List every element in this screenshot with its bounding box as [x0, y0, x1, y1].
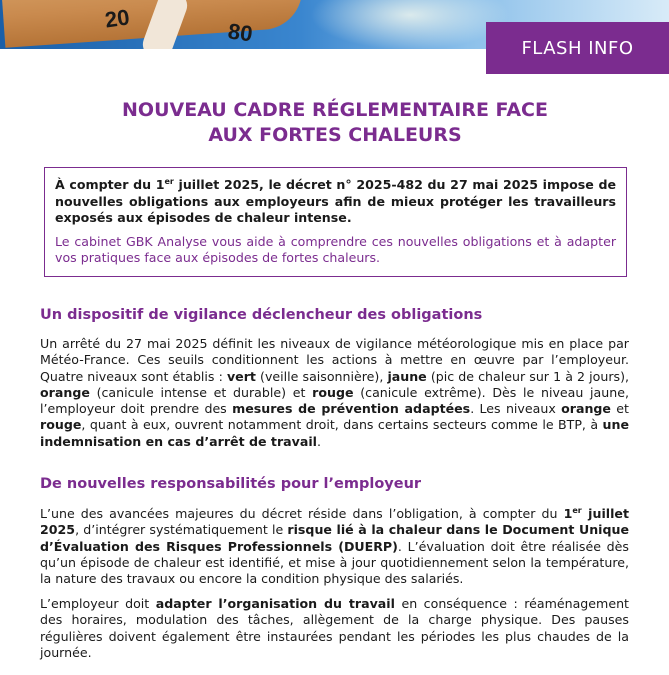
s1-bold-jaune: jaune: [387, 368, 427, 384]
s1-text-5: (canicule extrême). Dès le niveau jaune, l’employeur doit prendre des: [40, 384, 629, 417]
page-title: [60, 98, 610, 148]
intro-lead: [55, 177, 616, 227]
s1-text-3: (pic de chaleur sur 1 à 2 jours),: [426, 368, 629, 384]
page-title-line-1: NOUVEAU CADRE RÉGLEMENTAIRE FACE: [122, 99, 548, 121]
sun-glow: [310, 0, 510, 49]
thermometer-number-80: 80: [226, 18, 255, 47]
intro-sub: Le cabinet GBK Analyse vous aide à comprendre ces nouvelles obligations et à adapter vos pratiques face aux épisodes de fortes chaleurs.: [55, 233, 616, 265]
flash-info-label: FLASH INFO: [521, 37, 634, 59]
intro-lead-end: juillet 2025, le décret n° 2025-482 du 27 mai 2025 impose de nouvelles obligations aux employeurs afin de mieux protéger les travailleurs exposés aux épisodes de chaleur intense.: [55, 177, 617, 225]
s1-text-6: . Les niveaux: [470, 401, 562, 417]
s2-p1-bold-1b: juillet 2025: [40, 506, 629, 538]
s1-bold-orange-2: orange: [561, 401, 611, 417]
s1-bold-orange: orange: [40, 384, 90, 400]
s2-p2-text-1: L’employeur doit: [40, 596, 156, 611]
s2-p1-text-1: L’une des avancées majeures du décret réside dans l’obligation, à compter du: [40, 506, 564, 521]
s1-bold-vert: vert: [226, 368, 256, 384]
intro-lead-start: À compter du 1: [55, 177, 165, 192]
s1-text-2: (veille saisonnière),: [255, 368, 388, 384]
s1-bold-indemnisation: une indemnisation en cas d’arrêt de travail: [40, 417, 629, 449]
s1-text-9: .: [317, 433, 322, 449]
s1-bold-rouge-2: rouge: [40, 417, 82, 433]
s1-text-8: , quant à eux, ouvrent notamment droit, dans certains secteurs comme le BTP, à: [81, 417, 603, 433]
s1-bold-rouge: rouge: [312, 384, 354, 400]
intro-lead-sup: er: [164, 176, 174, 186]
s1-text-7: et: [610, 401, 629, 417]
s1-text-4: (canicule intense et durable) et: [89, 384, 313, 400]
s2-p1-sup: er: [572, 505, 582, 515]
s2-p1-text-2: , d’intégrer systématiquement le: [75, 522, 288, 538]
thermometer-number-20: 20: [103, 4, 132, 33]
section-1-paragraph: [40, 336, 629, 450]
section-2-paragraph-1: [40, 506, 629, 587]
intro-box: [44, 167, 627, 277]
s2-p2-text-2: en conséquence : réaménagement des horaires, modulation des tâches, allègement de la charge physique. Des pauses régulières doivent également être instaurées pendant les périodes les plus chaudes de la journée.: [40, 596, 629, 660]
section-2-paragraph-2: [40, 596, 629, 661]
s2-p1-bold-duerp: risque lié à la chaleur dans le Document Unique d’Évaluation des Risques Professionnels (DUERP): [40, 522, 630, 554]
s2-p1-text-3: . L’évaluation doit être réalisée dès qu’un épisode de chaleur est identifié, et mise à jour quotidiennement selon la température, la nature des travaux ou encore la condition physique des salariés.: [40, 538, 629, 587]
s2-p2-bold-organisation: adapter l’organisation du travail: [155, 596, 395, 611]
section-2-heading: De nouvelles responsabilités pour l’employeur: [40, 476, 422, 492]
s2-p1-bold-1: 1: [563, 506, 573, 521]
s1-text-1: Un arrêté du 27 mai 2025 définit les niveaux de vigilance météorologique mis en place par Météo-France. Ces seuils conditionnent les actions à mettre en œuvre par l’employeur. Quatre niveaux sont établis :: [40, 336, 629, 384]
page-title-line-2: AUX FORTES CHALEURS: [208, 124, 462, 146]
s1-bold-mesures: mesures de prévention adaptées: [232, 401, 471, 417]
flash-info-badge: [486, 22, 669, 74]
section-1-heading: Un dispositif de vigilance déclencheur des obligations: [40, 307, 483, 323]
